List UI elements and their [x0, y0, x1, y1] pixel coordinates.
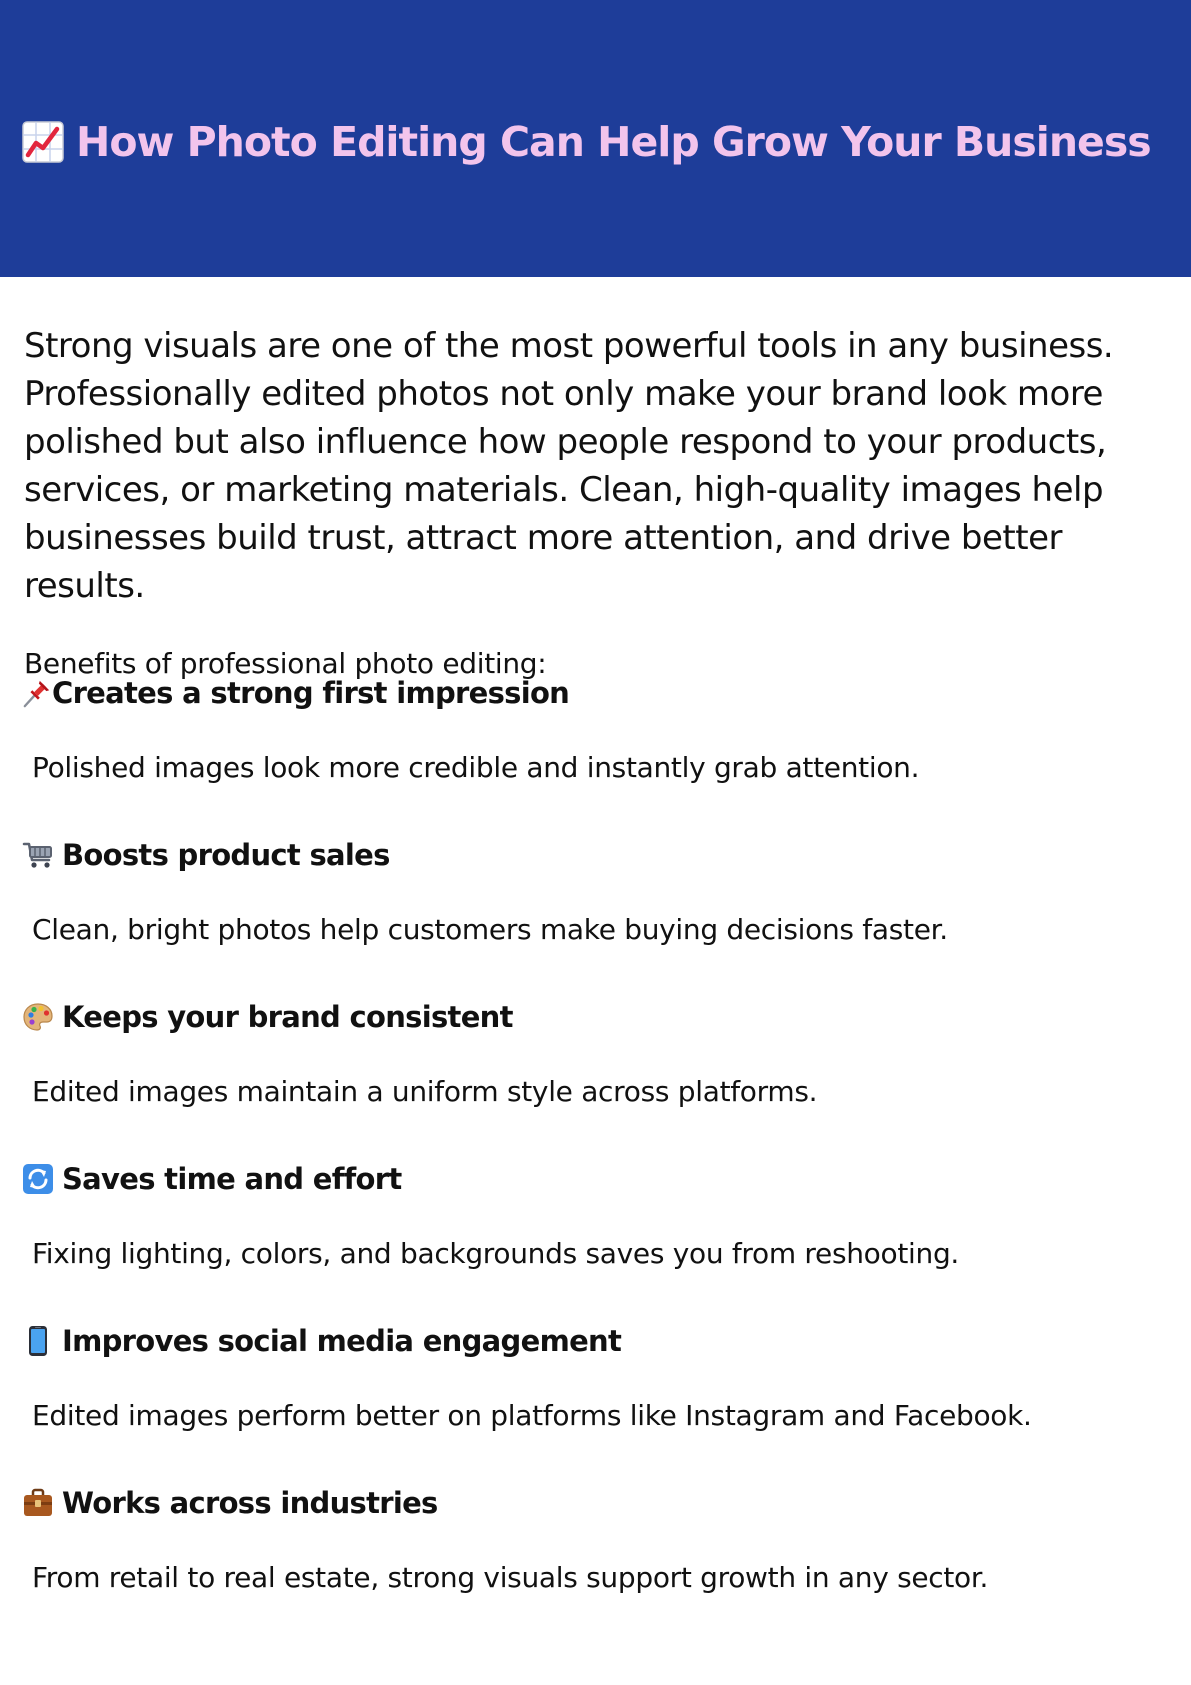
page-title: How Photo Editing Can Help Grow Your Business — [76, 118, 1151, 166]
benefit-title: Keeps your brand consistent — [62, 1000, 513, 1034]
benefit-title-row — [22, 1157, 402, 1201]
benefit-title: Works across industries — [62, 1486, 438, 1520]
benefit-title-row — [22, 1319, 621, 1363]
benefit-description: Edited images perform better on platforms like Instagram and Facebook. — [32, 1399, 1032, 1432]
refresh-arrows-icon — [22, 1163, 54, 1195]
benefit-title: Boosts product sales — [62, 838, 390, 872]
benefit-description: Polished images look more credible and instantly grab attention. — [32, 751, 920, 784]
benefit-description: Fixing lighting, colors, and backgrounds saves you from reshooting. — [32, 1237, 960, 1270]
briefcase-icon — [22, 1487, 54, 1519]
intro-paragraph: Strong visuals are one of the most powerful tools in any business. Professionally edited photos not only make your brand look more polished but also influence how people respond to your products, services, or marketing materials. Clean, high-quality images help businesses build trust, attract more attention, and drive better results. — [24, 326, 1114, 606]
benefit-description: From retail to real estate, strong visuals support growth in any sector. — [32, 1561, 989, 1594]
benefit-description: Edited images maintain a uniform style across platforms. — [32, 1075, 818, 1108]
pushpin-icon — [22, 677, 52, 709]
chart-increasing-icon — [22, 121, 64, 163]
shopping-cart-icon — [22, 839, 54, 871]
benefit-title: Saves time and effort — [62, 1162, 402, 1196]
mobile-phone-icon — [22, 1325, 54, 1357]
benefit-title-row — [22, 671, 569, 715]
benefit-title-row — [22, 995, 513, 1039]
benefit-title: Improves social media engagement — [62, 1324, 622, 1358]
benefits-heading: Benefits of professional photo editing: — [24, 647, 547, 680]
benefit-title-row — [22, 1481, 438, 1525]
page-title-row — [22, 112, 1151, 172]
header-banner — [0, 0, 1191, 277]
artist-palette-icon — [22, 1001, 54, 1033]
benefit-description: Clean, bright photos help customers make buying decisions faster. — [32, 913, 948, 946]
benefit-title: Creates a strong first impression — [52, 676, 570, 710]
benefit-title-row — [22, 833, 390, 877]
